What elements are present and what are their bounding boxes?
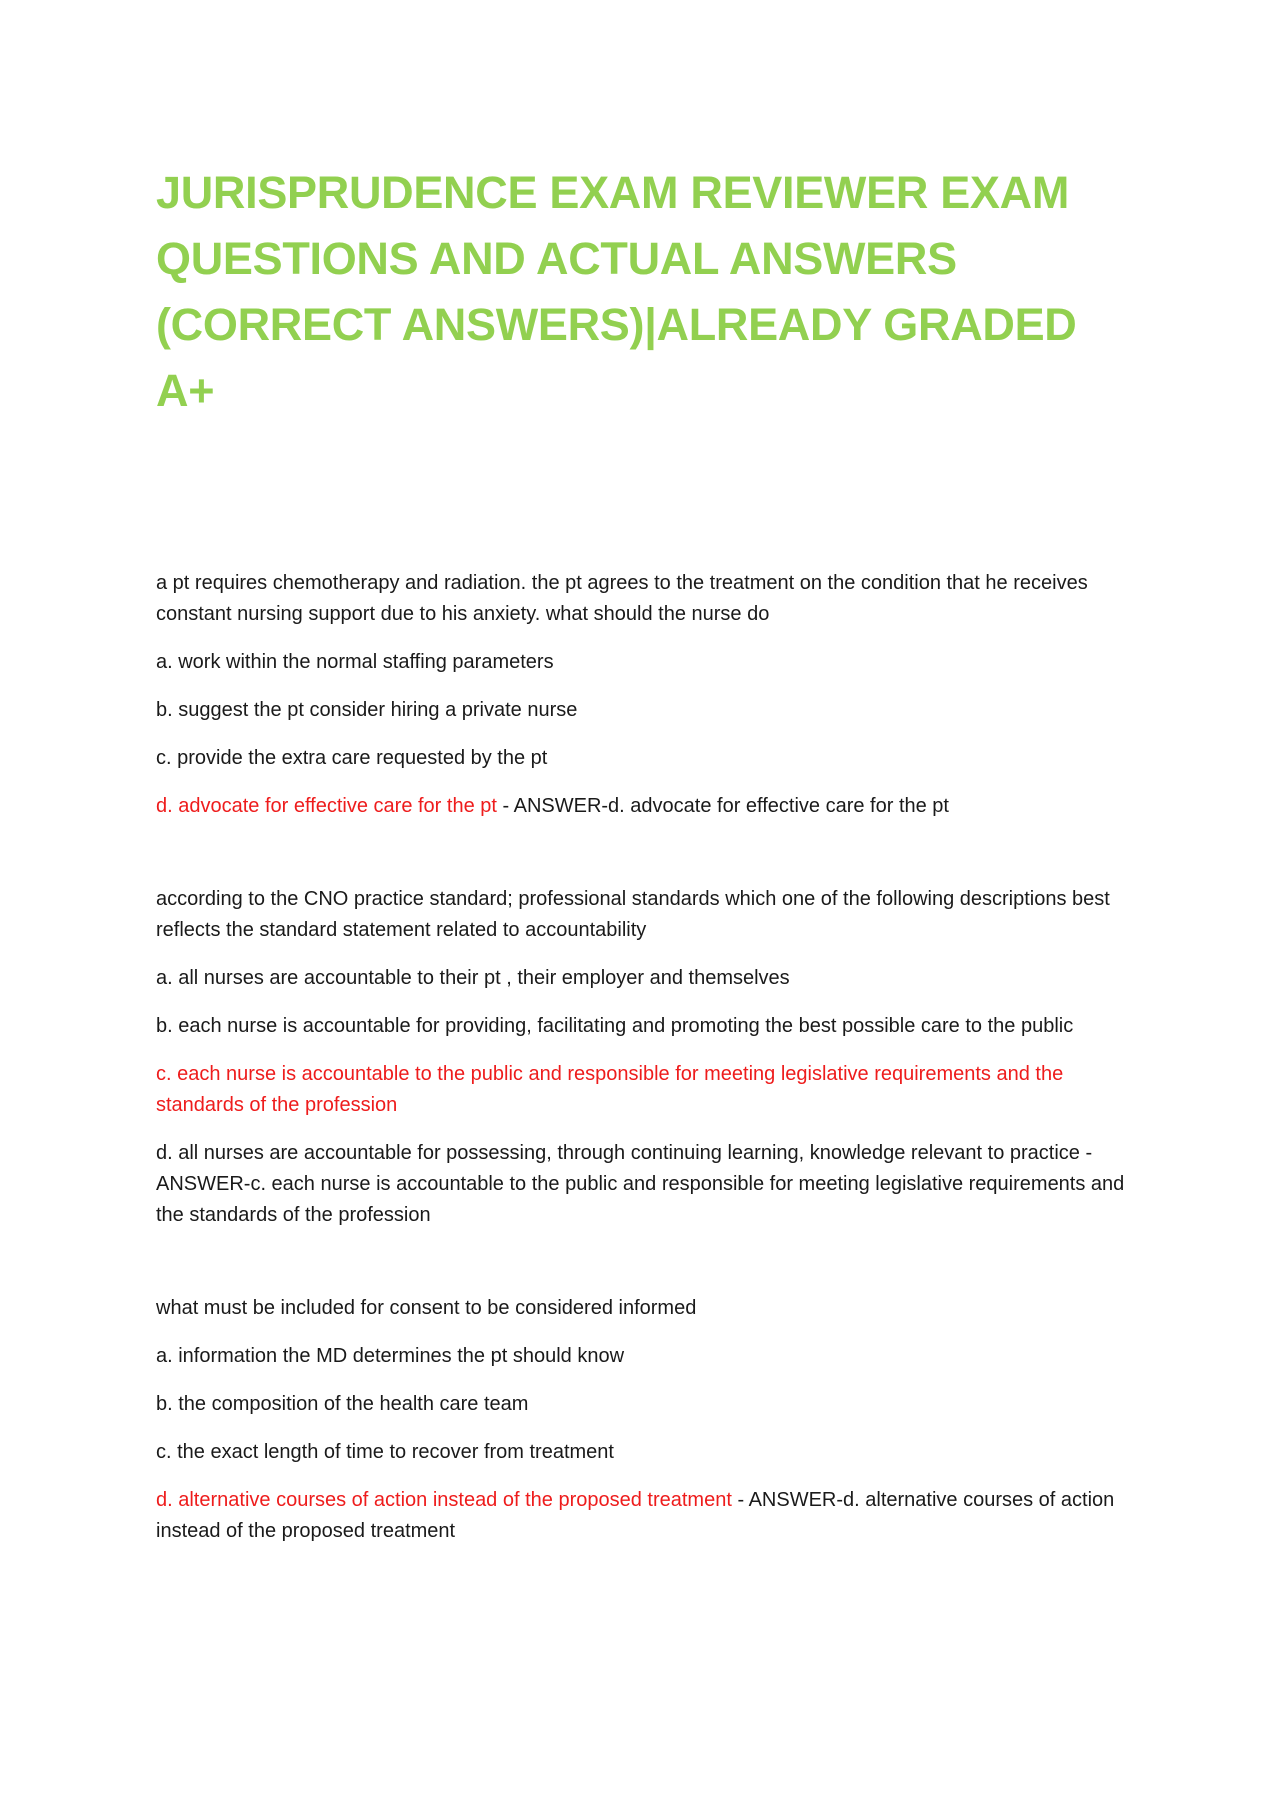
answer-key: - ANSWER-d. advocate for effective care for the pt xyxy=(496,795,949,817)
correct-option: c. each nurse is accountable to the public and responsible for meeting legislative requirements and the standards of the profession xyxy=(156,1063,1064,1116)
correct-option: d. advocate for effective care for the pt xyxy=(156,795,497,817)
option-d-with-answer xyxy=(156,1485,1130,1547)
option-a: a. work within the normal staffing parameters xyxy=(156,651,554,673)
question-prompt: according to the CNO practice standard; professional standards which one of the following descriptions best reflects the standard statement related to accountability xyxy=(156,888,1110,941)
question-prompt: what must be included for consent to be considered informed xyxy=(156,1297,697,1319)
question-3 xyxy=(156,1293,1130,1547)
title-line: QUESTIONS AND ACTUAL ANSWERS xyxy=(156,233,957,284)
option-a: a. all nurses are accountable to their pt , their employer and themselves xyxy=(156,967,790,989)
answer-key: - ANSWER-c. each nurse is accountable to the public and responsible for meeting legislative requirements and the standards of the profession xyxy=(156,1142,1125,1226)
question-list xyxy=(156,568,1130,1547)
option-a: a. information the MD determines the pt should know xyxy=(156,1345,625,1367)
option-d-with-answer xyxy=(156,1138,1130,1231)
question-1 xyxy=(156,568,1130,822)
option-b: b. the composition of the health care team xyxy=(156,1393,529,1415)
option-c: c. the exact length of time to recover from treatment xyxy=(156,1441,614,1463)
option-b: b. suggest the pt consider hiring a private nurse xyxy=(156,699,578,721)
option-d-with-answer xyxy=(156,791,1130,822)
option-c: c. provide the extra care requested by the pt xyxy=(156,747,548,769)
question-prompt: a pt requires chemotherapy and radiation. the pt agrees to the treatment on the condition that he receives constant nursing support due to his anxiety. what should the nurse do xyxy=(156,572,1088,625)
title-line: (CORRECT ANSWERS)|ALREADY GRADED A+ xyxy=(156,299,1077,416)
correct-option: d. alternative courses of action instead of the proposed treatment xyxy=(156,1489,732,1511)
question-2 xyxy=(156,884,1130,1231)
option-d: d. all nurses are accountable for possessing, through continuing learning, knowledge relevant to practice xyxy=(156,1142,1080,1164)
title-line: JURISPRUDENCE EXAM REVIEWER EXAM xyxy=(156,167,1070,218)
document-title xyxy=(156,160,1130,424)
option-b: b. each nurse is accountable for providing, facilitating and promoting the best possible care to the public xyxy=(156,1015,1074,1037)
answer-key: - ANSWER-d. alternative courses of action instead of the proposed treatment xyxy=(156,1489,1115,1542)
